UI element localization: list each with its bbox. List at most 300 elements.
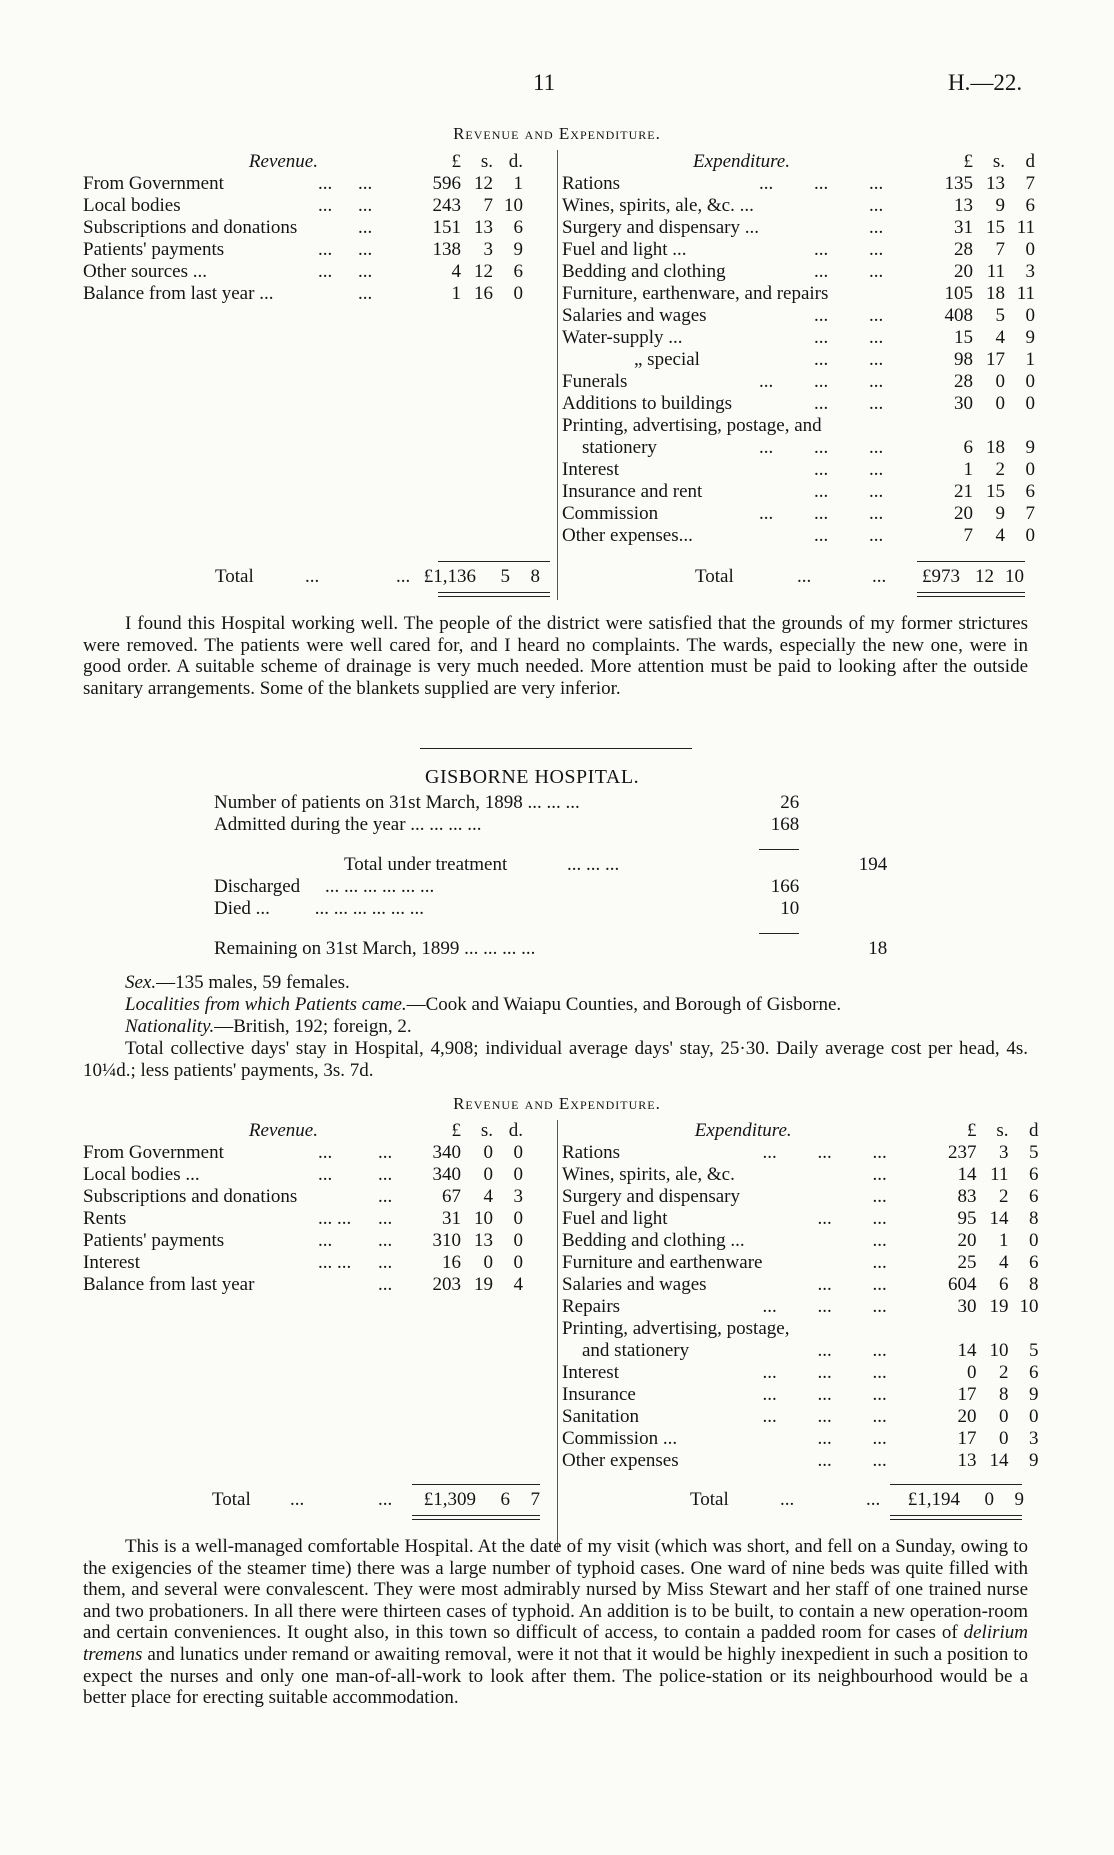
expenditure-total-label: Total <box>695 566 734 587</box>
expenditure-item-label: Other expenses... <box>562 525 693 546</box>
leader-dots: ... ... ... <box>527 792 580 813</box>
expenditure-row <box>562 1274 1038 1296</box>
pence-value: 0 <box>1025 371 1036 392</box>
pounds-value: 15 <box>954 327 974 348</box>
leader-dots: ... <box>814 437 829 458</box>
sex-label: Sex. <box>125 972 157 993</box>
shillings-value: 3 <box>483 239 493 260</box>
leader-dots: ... <box>358 217 373 238</box>
leader-dots: ... <box>869 481 884 502</box>
pounds-value: 95 <box>957 1208 977 1229</box>
leader-dots: ... <box>869 437 884 458</box>
revenue-table <box>83 151 523 305</box>
pence-value: 0 <box>1025 525 1036 546</box>
shillings-value: 17 <box>986 349 1006 370</box>
pence-value: 5 <box>1028 1142 1039 1163</box>
leader-dots: ... <box>869 503 884 524</box>
leader-dots: ... <box>762 1142 777 1163</box>
pounds-value: 17 <box>957 1428 977 1449</box>
expenditure-item-label: Furniture and earthenware <box>562 1252 763 1273</box>
expenditure-item-label: Funerals <box>562 371 628 392</box>
expenditure-row <box>562 1164 1038 1186</box>
leader-dots <box>762 1208 817 1230</box>
leader-dots: ... <box>869 349 884 370</box>
revenue-item-label: From Government <box>83 173 224 194</box>
leader-dots: ... <box>318 1142 333 1163</box>
expenditure-row <box>562 393 1035 415</box>
pounds-value: 14 <box>957 1164 977 1185</box>
expenditure-row <box>562 1142 1038 1164</box>
pounds-value: 237 <box>947 1142 977 1163</box>
leader-dots: ... <box>872 1428 887 1449</box>
shillings-value: 11 <box>990 1164 1009 1185</box>
pounds-column-header: £ <box>966 1120 977 1141</box>
pounds-value: 83 <box>957 1186 977 1207</box>
leader-dots <box>762 1428 817 1450</box>
expenditure-item-label: Additions to buildings <box>562 393 732 414</box>
expenditure-item-label: Rations <box>562 1142 621 1163</box>
pence-value: 8 <box>1028 1274 1039 1295</box>
leader-dots <box>318 283 358 305</box>
expenditure-row <box>562 437 1035 459</box>
pence-value: 10 <box>1019 1296 1039 1317</box>
leader-dots: ... <box>817 1362 832 1383</box>
pounds-value: 6 <box>963 437 974 458</box>
shillings-column-header: s. <box>480 151 493 172</box>
expenditure-total-pounds: £973 <box>922 566 960 587</box>
leader-dots <box>817 1230 872 1252</box>
leader-dots <box>762 1164 817 1186</box>
expenditure-item-label: Commission ... <box>562 1428 678 1449</box>
leader-dots: ... <box>759 503 774 524</box>
revenue-item-label: Other sources ... <box>83 261 207 282</box>
leader-dots: ... <box>872 1340 887 1361</box>
leader-dots <box>759 459 814 481</box>
shillings-value: 13 <box>986 173 1006 194</box>
pounds-value: 30 <box>957 1296 977 1317</box>
pence-value: 3 <box>513 1186 523 1207</box>
nationality-text: —British, 192; foreign, 2. <box>214 1016 412 1037</box>
shillings-value: 0 <box>483 1142 493 1163</box>
leader-dots <box>318 1274 378 1296</box>
revenue-sum-rule <box>438 561 550 562</box>
shillings-value: 19 <box>989 1296 1009 1317</box>
revenue-item-label: Balance from last year ... <box>83 283 274 304</box>
expenditure-item-label: Wines, spirits, ale, &c. <box>562 1164 735 1185</box>
revenue-total-dots: ... <box>290 1489 305 1510</box>
pence-value: 4 <box>513 1274 523 1295</box>
pence-value: 11 <box>1016 217 1036 238</box>
leader-dots: ... <box>869 525 884 546</box>
pounds-value: 1 <box>451 283 461 304</box>
pounds-value: 596 <box>432 173 461 194</box>
stat-row <box>214 876 887 898</box>
pence-value: 0 <box>1028 1406 1039 1427</box>
pence-value: 10 <box>504 195 523 216</box>
expenditure-item-label: Salaries and wages <box>562 305 707 326</box>
expenditure-item-label: and stationery <box>582 1340 690 1361</box>
leader-dots: ... <box>814 525 829 546</box>
expenditure-row <box>562 217 1035 239</box>
revenue-row <box>83 195 523 217</box>
leader-dots: ... <box>762 1296 777 1317</box>
pounds-value: 243 <box>432 195 461 216</box>
expenditure-item-label: Rations <box>562 173 621 194</box>
expenditure-row <box>562 459 1035 481</box>
leader-dots: ... <box>378 1208 393 1229</box>
leader-dots: ... <box>817 1296 832 1317</box>
pounds-value: 0 <box>966 1362 977 1383</box>
pounds-column-header: £ <box>451 1120 461 1141</box>
pence-value: 6 <box>1025 481 1036 502</box>
expenditure-total-dots: ... <box>797 566 812 587</box>
died-value: 10 <box>780 898 800 919</box>
shillings-value: 18 <box>986 283 1006 304</box>
shillings-value: 4 <box>995 525 1006 546</box>
expenditure-row <box>562 1296 1038 1318</box>
pence-value <box>1008 1318 1038 1340</box>
expenditure-row <box>562 305 1035 327</box>
shillings-value: 2 <box>998 1186 1009 1207</box>
leader-dots: ... <box>814 327 829 348</box>
shillings-value: 1 <box>998 1230 1009 1251</box>
expenditure-total-pence: 9 <box>1014 1489 1024 1510</box>
revenue-expenditure-title: Revenue and Expenditure. <box>453 1094 661 1113</box>
shillings-value: 5 <box>995 305 1006 326</box>
inspection-remarks-paragraph-1 <box>83 613 1028 699</box>
pounds-column-header: £ <box>451 151 461 172</box>
revenue-total-label: Total <box>215 566 254 587</box>
leader-dots: ... <box>378 1164 393 1185</box>
leader-dots <box>817 1252 872 1274</box>
leader-dots: ... <box>814 371 829 392</box>
discharged-value: 166 <box>770 876 800 897</box>
expenditure-row <box>562 1186 1038 1208</box>
expenditure-item-label: Commission <box>562 503 659 524</box>
leader-dots: ... <box>814 393 829 414</box>
pence-value: 1 <box>513 173 523 194</box>
shillings-value: 0 <box>998 1406 1009 1427</box>
expenditure-item-label: Insurance and rent <box>562 481 703 502</box>
admitted-label: Admitted during the year <box>214 814 406 835</box>
expenditure-row <box>562 525 1035 547</box>
leader-dots <box>762 1450 817 1472</box>
expenditure-sum-rule <box>890 1484 1022 1485</box>
pounds-value: 7 <box>963 525 974 546</box>
expenditure-item-label: Repairs <box>562 1296 621 1317</box>
leader-dots <box>759 261 814 283</box>
leader-dots: ... <box>872 1274 887 1295</box>
pence-value: 0 <box>513 1164 523 1185</box>
revenue-item-label: Subscriptions and donations <box>83 217 298 238</box>
expenditure-row <box>562 349 1035 371</box>
leader-dots: ... <box>814 481 829 502</box>
leader-dots <box>759 481 814 503</box>
shillings-value: 7 <box>995 239 1006 260</box>
leader-dots: ... <box>872 1164 887 1185</box>
leader-dots: ... <box>869 327 884 348</box>
patients-start-value: 26 <box>780 792 800 813</box>
expenditure-total-double-rule <box>890 1515 1022 1520</box>
leader-dots: ... <box>814 173 829 194</box>
leader-dots: ... <box>759 437 774 458</box>
leader-dots: ... <box>869 305 884 326</box>
pence-value: 11 <box>1016 283 1036 304</box>
patient-statistics-table <box>214 792 887 960</box>
revenue-header-row <box>83 151 523 173</box>
shillings-value: 7 <box>483 195 493 216</box>
pence-value: 6 <box>1028 1362 1039 1383</box>
revenue-total-dots2: ... <box>396 566 411 587</box>
expenditure-row <box>562 1252 1038 1274</box>
leader-dots <box>759 195 814 217</box>
pounds-value: 135 <box>944 173 974 194</box>
pounds-column-header: £ <box>963 151 974 172</box>
leader-dots: ... <box>872 1362 887 1383</box>
revenue-table <box>83 1120 523 1296</box>
expenditure-table <box>562 1120 1038 1472</box>
expenditure-total-shillings: 12 <box>975 566 994 587</box>
column-divider <box>557 1120 558 1550</box>
expenditure-item-label: stationery <box>582 437 657 458</box>
discharged-label: Discharged <box>214 876 301 897</box>
expenditure-item-label: Fuel and light <box>562 1208 668 1229</box>
leader-dots: ... <box>318 261 333 282</box>
shillings-value: 0 <box>483 1252 493 1273</box>
leader-dots: ... <box>762 1362 777 1383</box>
nationality-line <box>125 1016 412 1038</box>
pounds-value: 340 <box>432 1142 461 1163</box>
leader-dots: ... <box>814 261 829 282</box>
pence-value: 5 <box>1028 1340 1039 1361</box>
pence-value: 6 <box>1028 1186 1039 1207</box>
expenditure-item-label: Printing, advertising, postage, <box>562 1318 790 1339</box>
paragraph-text-start: This is a well-managed comfortable Hospital. At the date of my visit (which was short, and fell on a Sunday, owing to the exigencies of the steamer time) there was a large number of typhoid cases. One ward of nine beds was quite filled with them, and several were convalescent. They were most admirably nursed by Miss Stewart and her staff of one trained nurse and two probationers. In all there were thirteen cases of typhoid. An addition is to be built, to contain a new operation-room and certain conveniences. It ought also, in this town so difficult of access, to contain a padded room for cases of <box>83 1536 1028 1644</box>
leader-dots <box>318 217 358 239</box>
leader-dots: ... <box>872 1406 887 1427</box>
pence-value: 0 <box>513 1142 523 1163</box>
shillings-value: 2 <box>995 459 1006 480</box>
shillings-value: 14 <box>989 1208 1009 1229</box>
leader-dots <box>318 1186 378 1208</box>
pounds-value: 20 <box>954 261 974 282</box>
revenue-row <box>83 239 523 261</box>
leader-dots: ... <box>817 1274 832 1295</box>
leader-dots: ... <box>869 393 884 414</box>
leader-dots <box>814 217 869 239</box>
expenditure-row <box>562 415 1035 437</box>
pounds-value: 14 <box>957 1340 977 1361</box>
leader-dots: ... ... ... <box>567 854 620 875</box>
revenue-total-pounds: £1,136 <box>423 566 476 587</box>
revenue-total-dots2: ... <box>378 1489 393 1510</box>
expenditure-item-label: Interest <box>562 459 619 480</box>
expenditure-item-label: „ special <box>634 349 700 370</box>
pence-value: 8 <box>1028 1208 1039 1229</box>
expenditure-item-label: Surgery and dispensary ... <box>562 217 760 238</box>
expenditure-total-shillings: 0 <box>984 1489 994 1510</box>
shillings-column-header: s. <box>480 1120 493 1141</box>
leader-dots: ... <box>814 459 829 480</box>
document-reference: H.—22. <box>948 70 1023 95</box>
revenue-row <box>83 217 523 239</box>
revenue-row <box>83 1252 523 1274</box>
expenditure-row <box>562 1318 1038 1340</box>
shillings-column-header: s. <box>992 151 1006 172</box>
stay-statistics-paragraph <box>83 1038 1028 1081</box>
pence-value: 6 <box>1028 1164 1039 1185</box>
revenue-row <box>83 1186 523 1208</box>
leader-dots: ... <box>814 305 829 326</box>
pounds-value: 4 <box>451 261 461 282</box>
expenditure-total-dots: ... <box>780 1489 795 1510</box>
pence-value: 0 <box>1025 459 1036 480</box>
page-number: 11 <box>533 70 556 95</box>
leader-dots: ... <box>869 217 884 238</box>
leader-dots: ... <box>358 239 373 260</box>
pence-value: 7 <box>1025 503 1036 524</box>
pence-value: 0 <box>1025 305 1036 326</box>
patients-start-label: Number of patients on 31st March, 1898 <box>214 792 523 813</box>
died-label: Died ... <box>214 898 270 919</box>
revenue-row <box>83 1142 523 1164</box>
pounds-value: 67 <box>442 1186 461 1207</box>
pounds-value: 16 <box>442 1252 461 1273</box>
leader-dots: ... <box>872 1208 887 1229</box>
revenue-header-row <box>83 1120 523 1142</box>
localities-line <box>125 994 841 1016</box>
leader-dots: ... <box>817 1406 832 1427</box>
leader-dots: ... <box>872 1186 887 1207</box>
paragraph-text <box>83 1536 1028 1709</box>
revenue-total-double-rule <box>412 1515 540 1520</box>
leader-dots: ... <box>869 371 884 392</box>
leader-dots: ... <box>869 173 884 194</box>
leader-dots: ... <box>817 1428 832 1449</box>
leader-dots: ... <box>814 503 829 524</box>
revenue-total-pence: 8 <box>530 566 540 587</box>
pounds-value: 28 <box>954 371 974 392</box>
expenditure-row <box>562 371 1035 393</box>
pence-value: 6 <box>1028 1252 1039 1273</box>
expenditure-item-label: Surgery and dispensary <box>562 1186 741 1207</box>
pence-value: 0 <box>513 1208 523 1229</box>
column-divider <box>557 150 558 600</box>
leader-dots: ... <box>872 1384 887 1405</box>
shillings-value: 14 <box>989 1450 1009 1471</box>
pounds-value: 604 <box>947 1274 977 1295</box>
leader-dots: ... <box>318 195 333 216</box>
revenue-item-label: From Government <box>83 1142 224 1163</box>
stat-row <box>214 898 887 920</box>
revenue-item-label: Balance from last year <box>83 1274 255 1295</box>
pence-value: 6 <box>1025 195 1036 216</box>
revenue-row <box>83 173 523 195</box>
paragraph-italic-term: delirium tremens <box>83 1622 1028 1665</box>
pounds-value: 310 <box>432 1230 461 1251</box>
leader-dots: ... <box>869 261 884 282</box>
leader-dots: ... <box>817 1142 832 1163</box>
revenue-expenditure-title: Revenue and Expenditure. <box>453 124 661 143</box>
expenditure-row <box>562 1450 1038 1472</box>
revenue-item-label: Local bodies <box>83 195 181 216</box>
leader-dots: ... <box>358 283 373 304</box>
shillings-value: 15 <box>986 217 1006 238</box>
revenue-row <box>83 1208 523 1230</box>
shillings-value: 8 <box>998 1384 1009 1405</box>
leader-dots: ... <box>817 1340 832 1361</box>
expenditure-total-dots2: ... <box>872 566 887 587</box>
leader-dots <box>817 1186 872 1208</box>
stat-row <box>214 938 887 960</box>
leader-dots: ... ... <box>318 1208 352 1229</box>
leader-dots: ... <box>869 239 884 260</box>
pence-column-header: d. <box>508 151 523 172</box>
revenue-row <box>83 283 523 305</box>
expenditure-item-label: Bedding and clothing ... <box>562 1230 745 1251</box>
shillings-value: 12 <box>474 261 493 282</box>
expenditure-total-dots2: ... <box>866 1489 881 1510</box>
leader-dots <box>762 1230 817 1252</box>
pounds-value: 20 <box>957 1406 977 1427</box>
shillings-value: 0 <box>995 393 1006 414</box>
localities-text: —Cook and Waiapu Counties, and Borough of Gisborne. <box>406 994 842 1015</box>
revenue-total-shillings: 6 <box>500 1489 510 1510</box>
sum-rule <box>759 849 799 850</box>
leader-dots <box>762 1186 817 1208</box>
pounds-value: 20 <box>957 1230 977 1251</box>
pounds-value: 13 <box>954 195 974 216</box>
expenditure-row <box>562 283 1035 305</box>
leader-dots: ... <box>814 239 829 260</box>
shillings-value: 0 <box>998 1428 1009 1449</box>
total-treatment-label: Total under treatment <box>344 854 508 875</box>
shillings-column-header: s. <box>996 1120 1009 1141</box>
revenue-row <box>83 1274 523 1296</box>
leader-dots <box>762 1252 817 1274</box>
revenue-item-label: Rents <box>83 1208 127 1229</box>
pounds-value: 340 <box>432 1164 461 1185</box>
pence-value: 9 <box>1028 1450 1039 1471</box>
leader-dots: ... <box>318 239 333 260</box>
revenue-total-dots: ... <box>305 566 320 587</box>
leader-dots: ... <box>817 1384 832 1405</box>
pence-value: 3 <box>1025 261 1036 282</box>
expenditure-heading: Expenditure. <box>693 151 790 172</box>
leader-dots: ... <box>872 1296 887 1317</box>
leader-dots <box>762 1274 817 1296</box>
expenditure-row <box>562 261 1035 283</box>
leader-dots: ... ... <box>318 1252 352 1273</box>
expenditure-item-label: Salaries and wages <box>562 1274 707 1295</box>
revenue-row <box>83 1164 523 1186</box>
revenue-item-label: Local bodies ... <box>83 1164 200 1185</box>
expenditure-row <box>562 239 1035 261</box>
shillings-value: 0 <box>483 1164 493 1185</box>
pence-value: 9 <box>513 239 523 260</box>
sum-rule <box>759 933 799 934</box>
shillings-value: 4 <box>483 1186 493 1207</box>
expenditure-total-pounds: £1,194 <box>907 1489 960 1510</box>
leader-dots: ... <box>759 371 774 392</box>
localities-label: Localities from which Patients came. <box>125 994 407 1015</box>
revenue-row <box>83 261 523 283</box>
expenditure-row <box>562 1384 1038 1406</box>
sex-line <box>125 972 350 994</box>
pounds-value: 31 <box>954 217 974 238</box>
leader-dots: ... ... ... ... ... ... <box>324 876 435 897</box>
shillings-value <box>976 1318 1008 1340</box>
